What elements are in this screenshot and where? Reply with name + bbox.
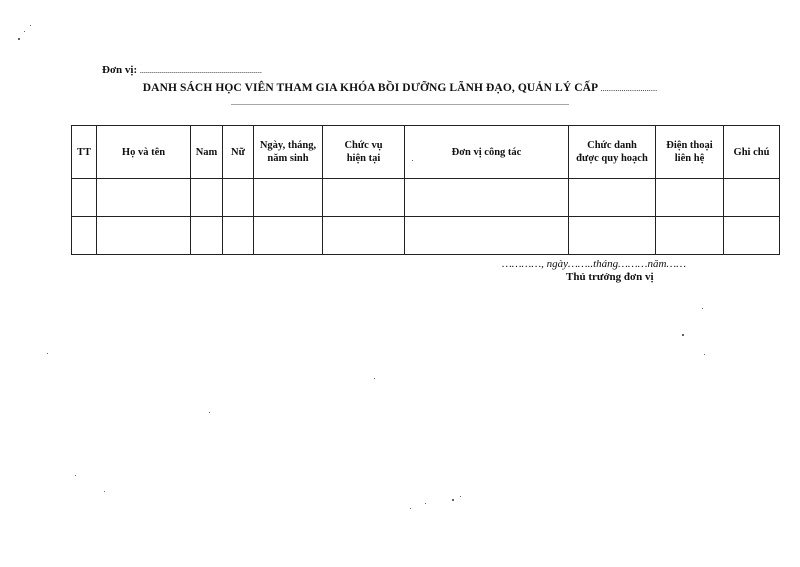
column-header: Ghi chú [724,126,780,179]
student-list-table [71,125,780,255]
scan-speck [374,378,375,379]
title-fill: ........................... [600,84,658,93]
table-cell [323,217,405,255]
signature-title: Thủ trưởng đơn vị [566,271,654,283]
scan-speck [410,508,411,509]
table-cell [223,179,254,217]
unit-label: Đơn vị: [102,64,138,76]
table-cell [405,179,569,217]
table-cell [191,179,223,217]
column-header: Ngày, tháng, năm sinh [254,126,323,179]
scan-speck [412,160,413,161]
table-row [72,179,780,217]
scan-speck [452,499,454,501]
column-header: Chức danh được quy hoạch [569,126,656,179]
table-cell [405,217,569,255]
table-row [72,217,780,255]
column-header: TT [72,126,97,179]
column-header: Nữ [223,126,254,179]
table-cell [724,179,780,217]
scan-speck [75,475,76,476]
column-header: Đơn vị công tác [405,126,569,179]
scan-speck [460,496,461,497]
scan-speck [209,412,210,413]
scan-speck [682,334,684,336]
table-cell [656,217,724,255]
table-cell [72,217,97,255]
scan-speck [104,491,105,492]
table-cell [254,179,323,217]
table-cell [569,179,656,217]
table-cell [323,179,405,217]
scan-speck [704,354,705,355]
table-cell [724,217,780,255]
scan-speck [18,38,20,40]
table-header-row [72,126,780,179]
date-line: …………, ngày……..tháng………năm…… [502,258,686,270]
table-cell [72,179,97,217]
table-cell [97,179,191,217]
table-cell [97,217,191,255]
unit-line [102,64,262,76]
document-title-text: DANH SÁCH HỌC VIÊN THAM GIA KHÓA BỒI DƯỠNG LÃNH ĐẠO, QUẢN LÝ CẤP [142,82,598,94]
scan-speck [425,503,426,504]
title-line-2: ......................................................................................................................................................................... [231,98,569,107]
scan-speck [702,308,703,309]
column-header: Chức vụ hiện tại [323,126,405,179]
table-cell [223,217,254,255]
table-cell [191,217,223,255]
column-header: Điện thoại liên hệ [656,126,724,179]
document-title [0,82,800,94]
table-cell [656,179,724,217]
scan-speck [47,353,48,354]
scan-speck [24,31,25,32]
column-header: Nam [191,126,223,179]
table-cell [254,217,323,255]
table-cell [569,217,656,255]
unit-fill: ............................................................. [139,66,262,75]
column-header: Họ và tên [97,126,191,179]
scan-speck [30,25,31,26]
